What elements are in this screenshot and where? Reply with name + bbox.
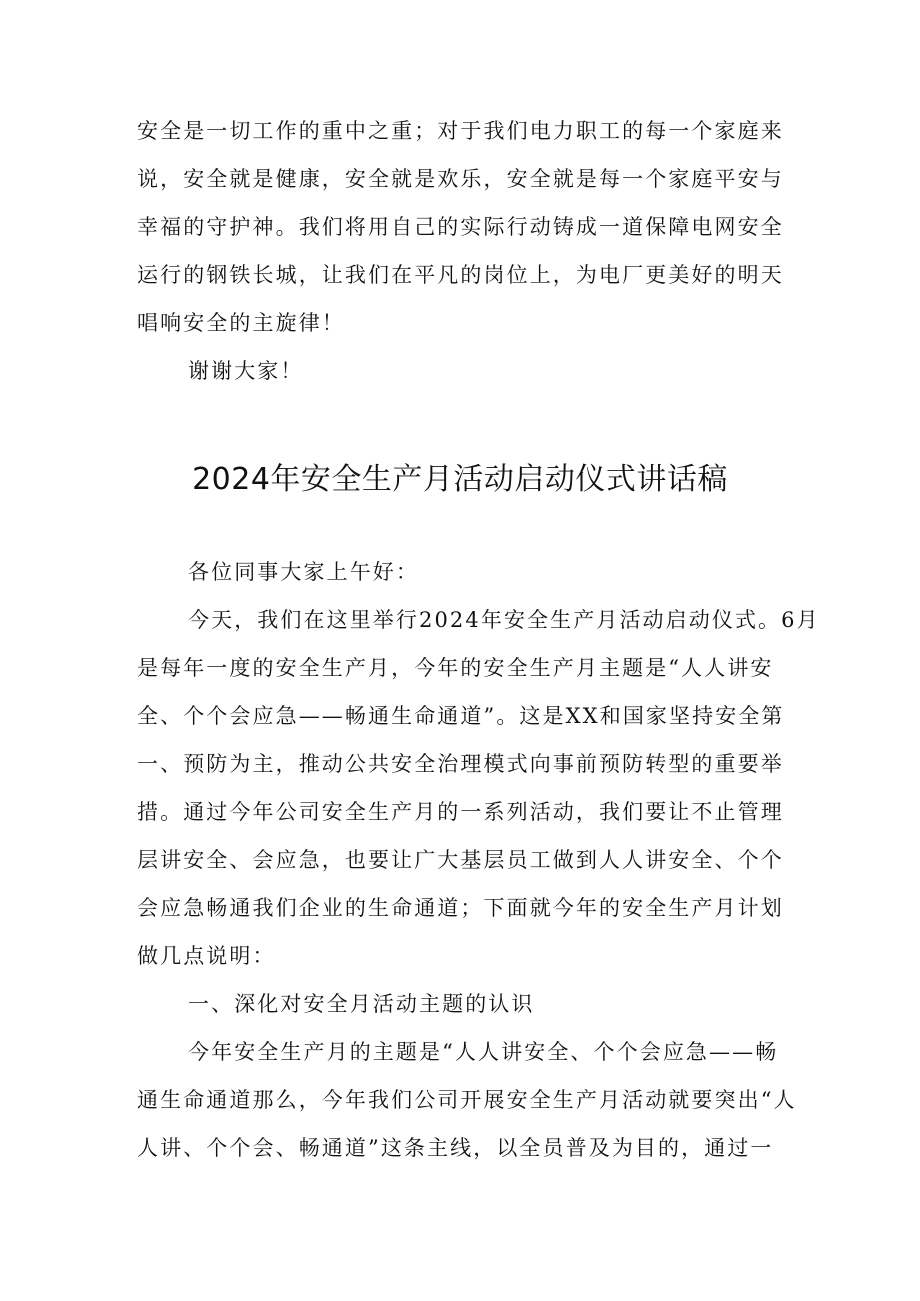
closing-thanks: 谢谢大家！ <box>188 359 304 383</box>
paragraph1-line-3: 全、个个会应急——畅通生命通道”。这是XX和国家坚持安全第 <box>137 704 785 728</box>
paragraph1-line-5: 措。通过今年公司安全生产月的一系列活动，我们要让不止管理 <box>137 800 784 824</box>
prev-text-line-3: 幸福的守护神。我们将用自己的实际行动铸成一道保障电网安全 <box>137 215 784 239</box>
paragraph1-line-8: 做几点说明： <box>137 944 276 968</box>
prev-text-line-4: 运行的钢铁长城，让我们在平凡的岗位上，为电厂更美好的明天 <box>137 263 784 287</box>
speech-title: 2024年安全生产月活动启动仪式讲话稿 <box>192 462 728 497</box>
paragraph2-line-2: 通生命通道那么，今年我们公司开展安全生产月活动就要突出“人 <box>137 1088 797 1112</box>
paragraph1-line-6: 层讲安全、会应急，也要让广大基层员工做到人人讲安全、个个 <box>137 848 784 872</box>
paragraph1-line-7: 会应急畅通我们企业的生命通道；下面就今年的安全生产月计划 <box>137 896 784 920</box>
paragraph1-line-1: 今天，我们在这里举行2024年安全生产月活动启动仪式。6月 <box>188 608 820 632</box>
greeting: 各位同事大家上午好： <box>188 560 419 584</box>
prev-text-line-2: 说，安全就是健康，安全就是欢乐，安全就是每一个家庭平安与 <box>137 167 784 191</box>
paragraph2-line-3: 人讲、个个会、畅通道”这条主线，以全员普及为目的，通过一 <box>137 1136 774 1160</box>
prev-text-line-1: 安全是一切工作的重中之重；对于我们电力职工的每一个家庭来 <box>137 119 784 143</box>
prev-text-line-5: 唱响安全的主旋律！ <box>137 311 345 335</box>
paragraph1-line-4: 一、预防为主，推动公共安全治理模式向事前预防转型的重要举 <box>137 752 784 776</box>
paragraph1-line-2: 是每年一度的安全生产月，今年的安全生产月主题是“人人讲安 <box>137 656 774 680</box>
section-heading-1: 一、深化对安全月活动主题的认识 <box>188 992 535 1016</box>
paragraph2-line-1: 今年安全生产月的主题是“人人讲安全、个个会应急——畅 <box>188 1040 779 1064</box>
